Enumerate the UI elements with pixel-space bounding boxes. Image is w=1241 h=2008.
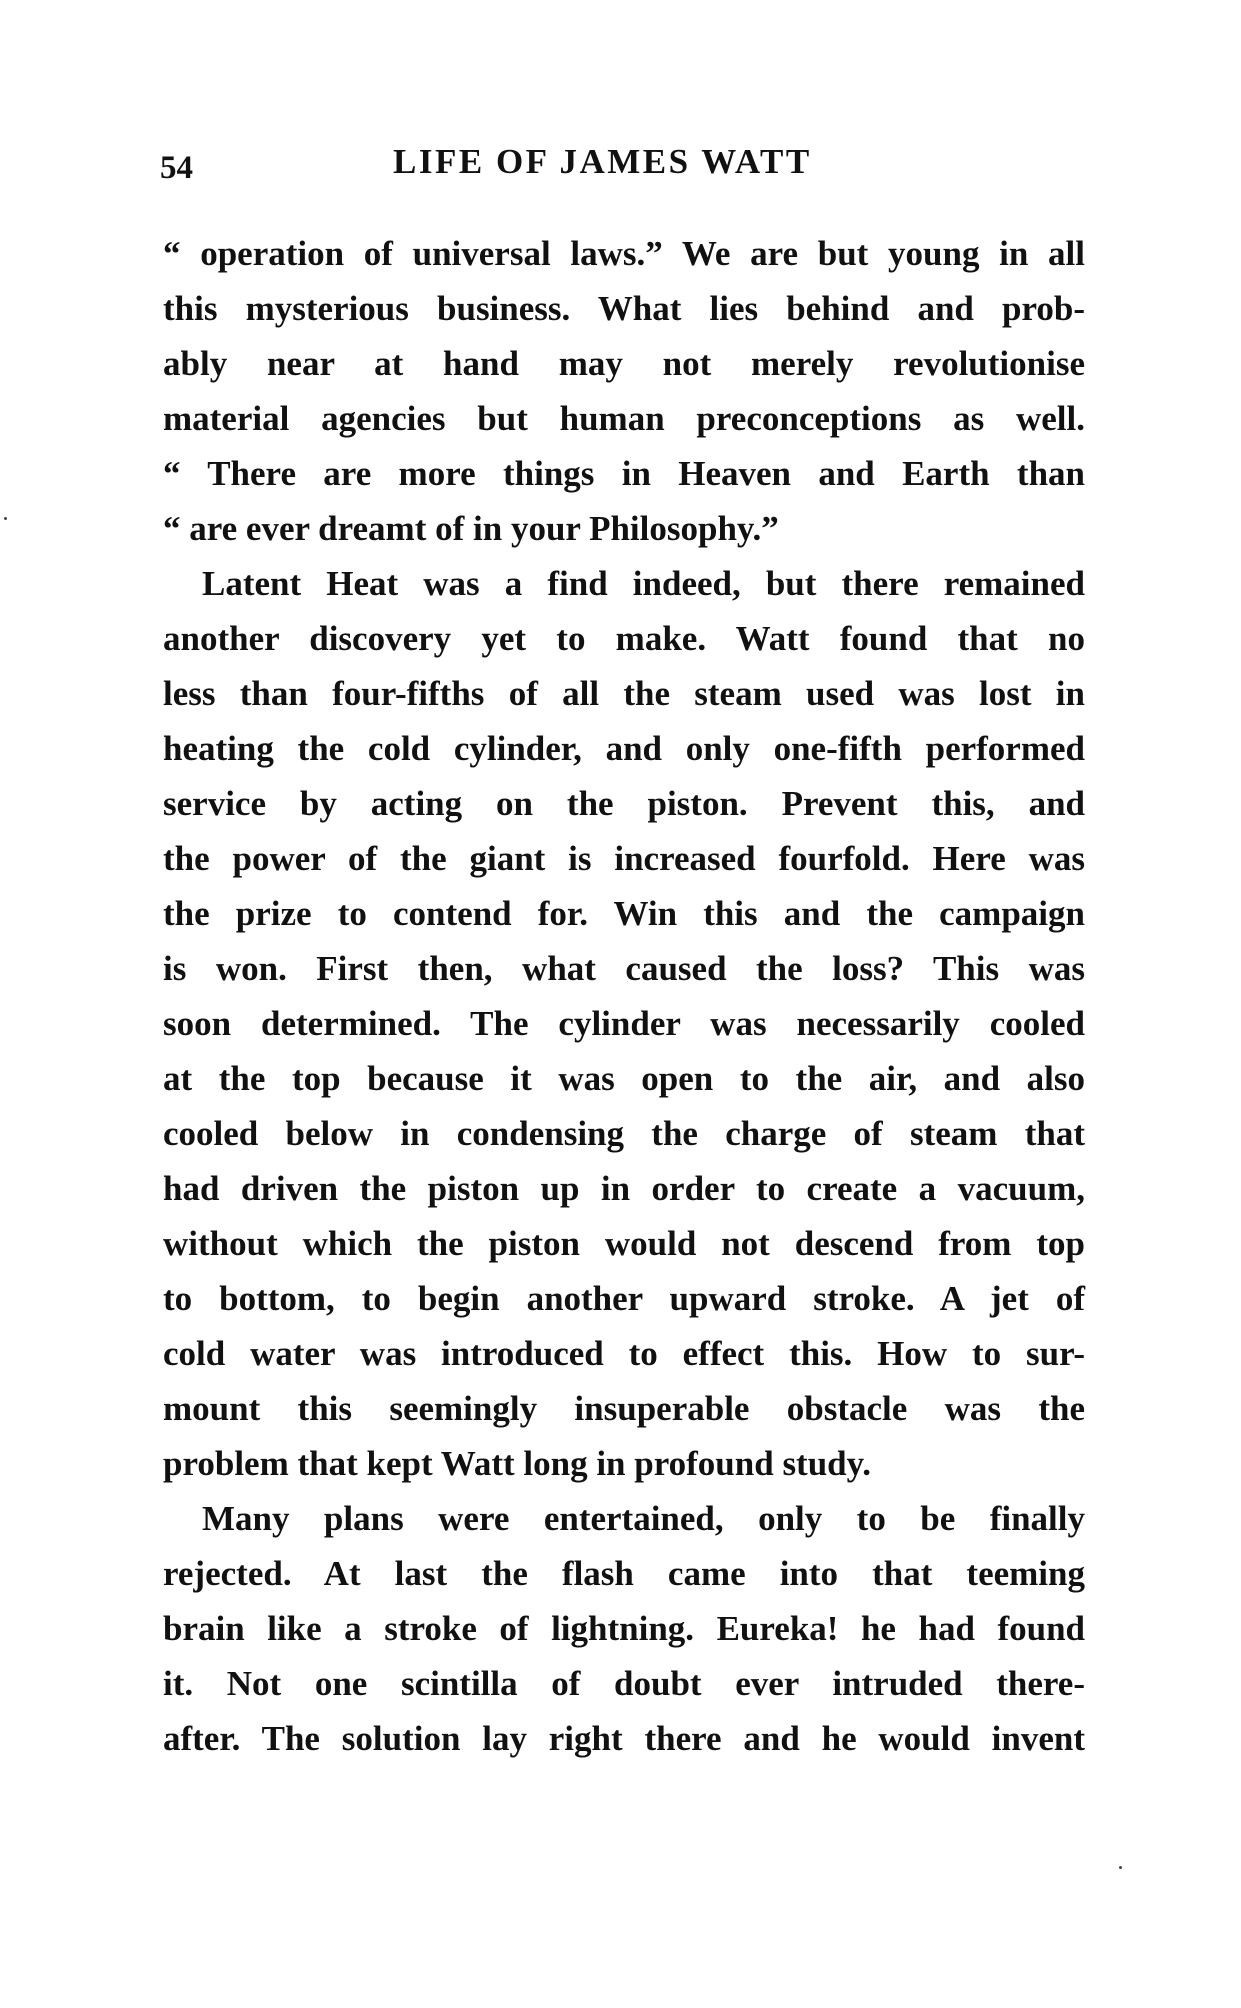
text-line xyxy=(163,1656,1085,1711)
line-text: problem that kept Watt long in profound study. xyxy=(163,1444,871,1483)
line-text: material agencies but human preconceptions as well. xyxy=(163,399,1085,438)
text-line xyxy=(163,336,1085,391)
line-text: the power of the giant is increased fourfold. Here was xyxy=(163,839,1085,878)
line-text: service by acting on the piston. Prevent this, and xyxy=(163,784,1085,823)
line-text: Latent Heat was a find indeed, but there remained xyxy=(202,564,1085,603)
text-line xyxy=(163,1051,1085,1106)
body-text xyxy=(163,226,1085,1766)
line-text: rejected. At last the flash came into that teeming xyxy=(163,1554,1085,1593)
line-text: brain like a stroke of lightning. Eureka! he had found xyxy=(163,1609,1085,1648)
line-text: less than four-fifths of all the steam used was lost in xyxy=(163,674,1085,713)
text-line xyxy=(163,721,1085,776)
text-line xyxy=(163,391,1085,446)
text-line xyxy=(163,1326,1085,1381)
text-line xyxy=(163,1216,1085,1271)
text-line xyxy=(163,1106,1085,1161)
line-text: “ operation of universal laws.” We are but young in all xyxy=(163,234,1085,273)
line-text: cold water was introduced to effect this. How to sur- xyxy=(163,1334,1085,1373)
text-line xyxy=(163,666,1085,721)
line-text: it. Not one scintilla of doubt ever intruded there- xyxy=(163,1664,1085,1703)
scan-speck xyxy=(1119,1866,1122,1869)
text-line xyxy=(163,281,1085,336)
line-text: the prize to contend for. Win this and the campaign xyxy=(163,894,1085,933)
text-line xyxy=(163,1601,1085,1656)
text-line xyxy=(163,1436,1085,1491)
line-text: without which the piston would not descend from top xyxy=(163,1224,1085,1263)
text-line xyxy=(163,1161,1085,1216)
text-line xyxy=(163,1546,1085,1601)
line-text: soon determined. The cylinder was necessarily cooled xyxy=(163,1004,1085,1043)
text-line xyxy=(163,776,1085,831)
line-text: Many plans were entertained, only to be finally xyxy=(202,1499,1085,1538)
line-text: mount this seemingly insuperable obstacle was the xyxy=(163,1389,1085,1428)
paragraph xyxy=(163,556,1085,1491)
paragraph xyxy=(163,226,1085,556)
line-text: “ There are more things in Heaven and Earth than xyxy=(163,454,1085,493)
text-line xyxy=(163,1711,1085,1766)
text-line xyxy=(163,446,1085,501)
text-line xyxy=(163,501,1085,556)
text-line xyxy=(163,1381,1085,1436)
text-line xyxy=(163,941,1085,996)
line-text: is won. First then, what caused the loss? This was xyxy=(163,949,1085,988)
line-text: another discovery yet to make. Watt found that no xyxy=(163,619,1085,658)
line-text: “ are ever dreamt of in your Philosophy.” xyxy=(163,509,779,548)
line-text: cooled below in condensing the charge of steam that xyxy=(163,1114,1085,1153)
text-line xyxy=(163,1491,1085,1546)
text-line xyxy=(163,886,1085,941)
line-text: heating the cold cylinder, and only one-fifth performed xyxy=(163,729,1085,768)
page-number: 54 xyxy=(160,150,193,186)
running-title: LIFE OF JAMES WATT xyxy=(393,142,812,181)
paragraph xyxy=(163,1491,1085,1766)
line-text: at the top because it was open to the air, and also xyxy=(163,1059,1085,1098)
line-text: this mysterious business. What lies behind and prob- xyxy=(163,289,1085,328)
line-text: ably near at hand may not merely revolutionise xyxy=(163,344,1085,383)
text-line xyxy=(163,996,1085,1051)
text-line xyxy=(163,226,1085,281)
running-head xyxy=(160,140,860,184)
text-line xyxy=(163,1271,1085,1326)
line-text: after. The solution lay right there and he would invent xyxy=(163,1719,1085,1758)
scan-speck xyxy=(4,517,7,520)
text-line xyxy=(163,831,1085,886)
text-line xyxy=(163,611,1085,666)
text-line xyxy=(163,556,1085,611)
line-text: had driven the piston up in order to create a vacuum, xyxy=(163,1169,1085,1208)
line-text: to bottom, to begin another upward stroke. A jet of xyxy=(163,1279,1085,1318)
